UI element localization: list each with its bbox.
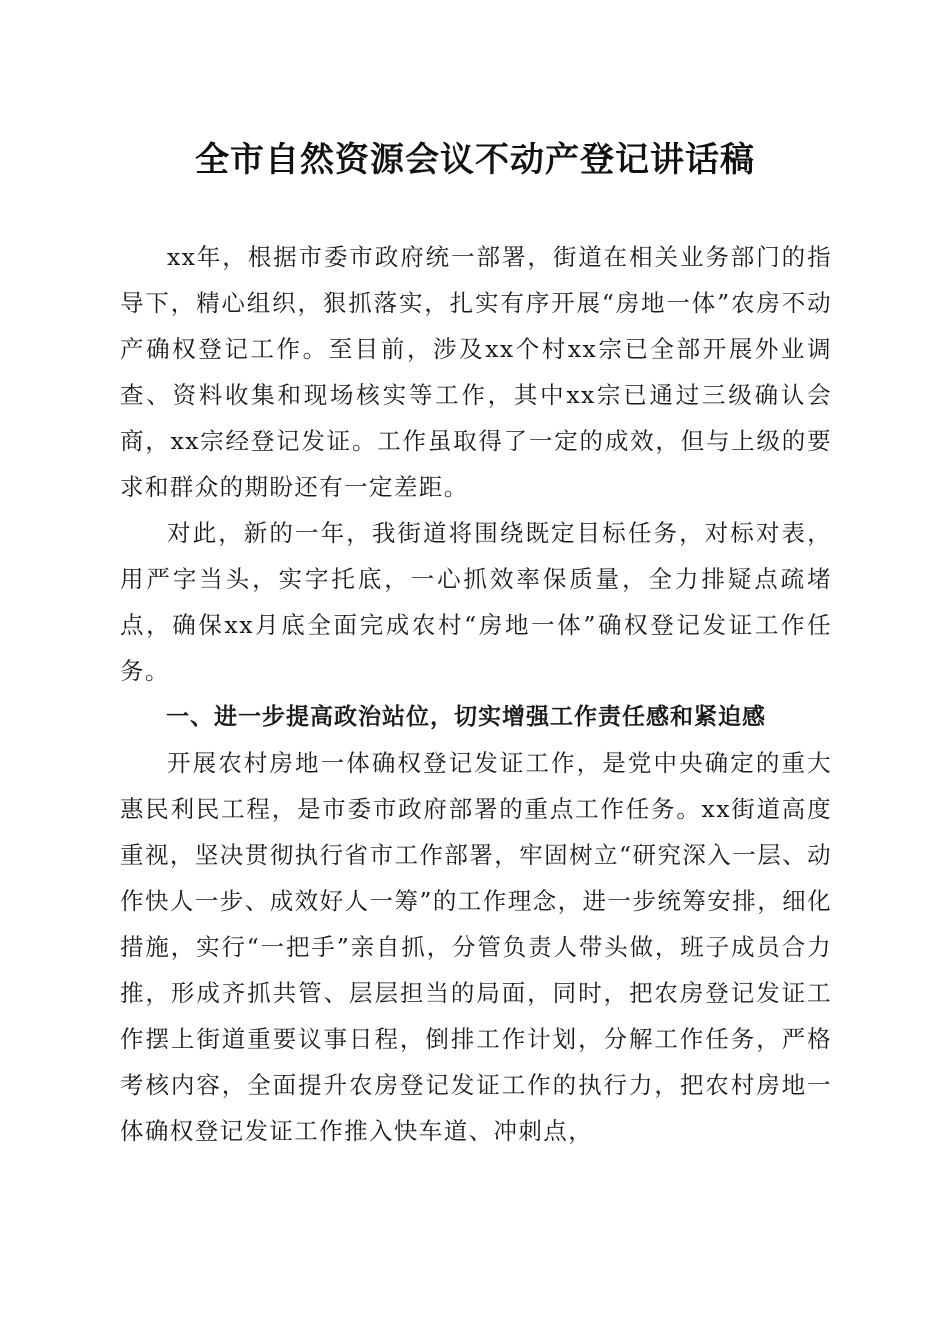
document-title: 全市自然资源会议不动产登记讲话稿	[195, 140, 755, 180]
paragraph-2: 对此，新的一年，我街道将围绕既定目标任务，对标对表，用严字当头，实字托底，一心抓效率保质量，全力排疑点疏堵点，确保xx月底全面完成农村“房地一体”确权登记发证工作任务。	[120, 519, 832, 685]
paragraph-3: 开展农村房地一体确权登记发证工作，是党中央确定的重大惠民利民工程，是市委市政府部署的重点工作任务。xx街道高度重视，坚决贯彻执行省市工作部署，牢固树立“研究深入一层、动作快人一步、成效好人一筹”的工作理念，进一步统筹安排，细化措施，实行“一把手”亲自抓，分管负责人带头做，班子成员合力推，形成齐抓共管、层层担当的局面，同时，把农房登记发证工作摆上街道重要议事日程，倒排工作计划，分解工作任务，严格考核内容，全面提升农房登记发证工作的执行力，把农村房地一体确权登记发证工作推入快车道、冲刺点，	[120, 749, 832, 1145]
section-heading-1: 一、进一步提高政治站位，切实增强工作责任感和紧迫感	[166, 704, 766, 730]
document-body	[120, 234, 832, 1154]
paragraph-1: xx年，根据市委市政府统一部署，街道在相关业务部门的指导下，精心组织，狠抓落实，扎实有序开展“房地一体”农房不动产确权登记工作。至目前，涉及xx个村xx宗已全部开展外业调查、资料收集和现场核实等工作，其中xx宗已通过三级确认会商，xx宗经登记发证。工作虽取得了一定的成效，但与上级的要求和群众的期盼还有一定差距。	[120, 243, 832, 501]
